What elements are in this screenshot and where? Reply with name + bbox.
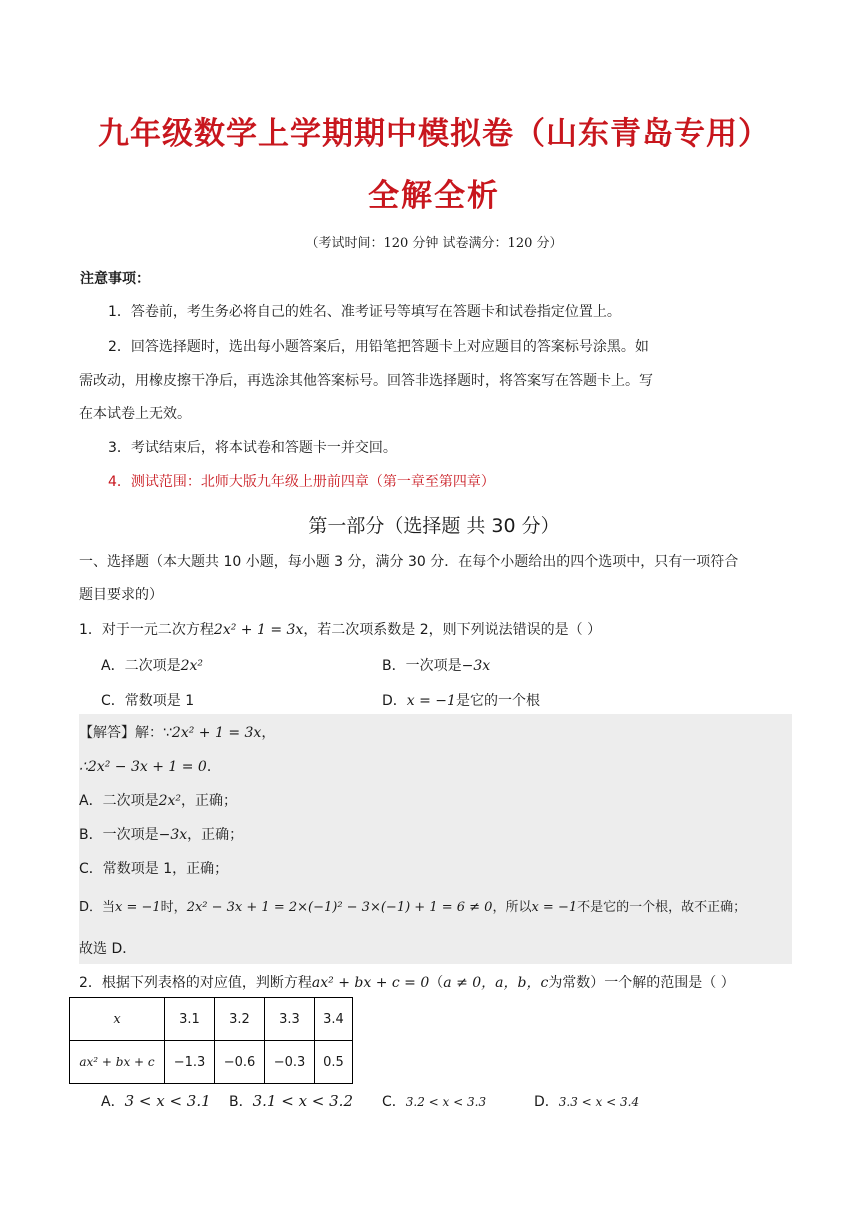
question-2-condition: a ≠ 0，a，b，c: [443, 975, 549, 991]
answer-line-7: 故选 D．: [79, 941, 137, 957]
table-cell: 3.1: [165, 998, 215, 1041]
table-cell: −0.3: [265, 1041, 315, 1084]
option-a-label: A．: [101, 1094, 125, 1110]
page-title: 九年级数学上学期期中模拟卷（山东青岛专用）: [98, 116, 770, 152]
table-cell: 0.5: [315, 1041, 353, 1084]
table-row: [70, 1041, 353, 1084]
answer-line-6-c: ，所以: [492, 900, 532, 915]
table-cell: −0.6: [215, 1041, 265, 1084]
answer-line-6-a: D．当: [79, 900, 116, 915]
option-b-math: −3x: [461, 658, 491, 674]
question-1-option-b: [382, 655, 490, 675]
answer-line-6-d: 不是它的一个根，故不正确；: [577, 900, 747, 915]
page-subtitle: 全解全析: [368, 178, 500, 214]
option-b-math: 3.1 < x < 3.2: [252, 1092, 353, 1110]
answer-line-1: [79, 723, 275, 743]
question-1-stem-text-a: 1．对于一元二次方程: [79, 622, 214, 638]
answer-line-3: [79, 791, 237, 811]
question-2-option-a: [101, 1091, 211, 1111]
exam-info: （考试时间：120 分钟 试卷满分：120 分）: [305, 236, 563, 251]
question-2-option-c: [382, 1091, 486, 1111]
answer-line-3-math: 2x²: [158, 793, 181, 809]
answer-line-1-text: 【解答】解：∵: [79, 725, 172, 741]
answer-line-6-m2: 2x² − 3x + 1 = 2×(−1)² − 3×(−1) + 1 = 6 ≠ 0: [186, 900, 493, 915]
option-d-label: D．: [534, 1094, 559, 1110]
answer-line-2: [79, 757, 221, 777]
answer-line-3-text: A．二次项是: [79, 793, 159, 809]
question-2-stem: [79, 973, 735, 993]
answer-line-4-math: −3x: [158, 827, 188, 843]
answer-line-5: C．常数项是 1，正确；: [79, 861, 229, 877]
table-cell: 3.4: [315, 998, 353, 1041]
question-1-stem: [79, 620, 601, 640]
option-b-label: B．: [229, 1094, 253, 1110]
section-heading: 第一部分（选择题 共 30 分）: [308, 515, 560, 537]
question-2-equation: ax² + bx + c = 0: [311, 975, 430, 991]
notice-item-3: 3．考试结束后，将本试卷和答题卡一并交回。: [108, 440, 397, 456]
option-c-math: 3.2 < x < 3.3: [405, 1095, 487, 1109]
question-2-option-b: [229, 1091, 353, 1111]
question-2-stem-b: （: [429, 975, 444, 991]
table-cell: 3.3: [265, 998, 315, 1041]
answer-line-6-b: 时，: [160, 900, 187, 915]
table-row: [70, 998, 353, 1041]
option-a-math: 3 < x < 3.1: [124, 1092, 211, 1110]
option-d-label: D．: [382, 693, 407, 709]
question-1-option-c: C．常数项是 1: [101, 693, 195, 709]
option-c-label: C．: [382, 1094, 406, 1110]
notice-item-2-line-1: 2．回答选择题时，选出每小题答案后，用铅笔把答题卡上对应题目的答案标号涂黑。如: [108, 339, 649, 355]
question-1-equation: 2x² + 1 = 3x: [213, 622, 304, 638]
answer-line-4: [79, 825, 243, 845]
notice-heading: 注意事项：: [80, 271, 150, 287]
answer-line-3-end: ，正确；: [181, 793, 237, 809]
question-2-option-d: [534, 1091, 639, 1111]
table-row-label: x: [70, 998, 165, 1041]
question-2-stem-c: 为常数）一个解的范围是（ ）: [548, 975, 735, 991]
table-row-label: ax² + bx + c: [70, 1041, 165, 1084]
section-instructions-line-2: 题目要求的）: [79, 587, 163, 603]
notice-item-2-line-2: 需改动，用橡皮擦干净后，再选涂其他答案标号。回答非选择题时，将答案写在答题卡上。写: [79, 373, 653, 389]
question-2-stem-a: 2．根据下列表格的对应值，判断方程: [79, 975, 312, 991]
values-table: [69, 997, 353, 1084]
option-d-math: 3.3 < x < 3.4: [558, 1095, 640, 1109]
section-instructions-line-1: 一、选择题（本大题共 10 小题，每小题 3 分，满分 30 分．在每个小题给出的四个选项中，只有一项符合: [79, 554, 739, 570]
answer-line-6-m1: x = −1: [115, 900, 161, 915]
option-d-math: x = −1: [406, 693, 456, 709]
answer-line-6-m3: x = −1: [531, 900, 578, 915]
table-cell: −1.3: [165, 1041, 215, 1084]
table-cell: 3.2: [215, 998, 265, 1041]
answer-line-1-end: ，: [261, 725, 276, 741]
option-a-label: A．二次项是: [101, 658, 181, 674]
question-1-option-d: [382, 690, 540, 710]
answer-line-2-math: ∴2x² − 3x + 1 = 0: [79, 759, 207, 775]
answer-line-4-end: ，正确；: [187, 827, 244, 843]
answer-line-2-end: ．: [206, 759, 221, 775]
notice-item-1: 1．答卷前，考生务必将自己的姓名、准考证号等填写在答题卡和试卷指定位置上。: [108, 304, 621, 320]
answer-line-6: [79, 898, 746, 918]
answer-line-1-math: 2x² + 1 = 3x: [171, 725, 262, 741]
question-1-option-a: [101, 655, 203, 675]
notice-item-2-line-3: 在本试卷上无效。: [79, 406, 191, 422]
option-a-math: 2x²: [180, 658, 203, 674]
answer-line-4-text: B．一次项是: [79, 827, 159, 843]
option-d-text: 是它的一个根: [455, 693, 540, 709]
notice-item-4: 4．测试范围：北师大版九年级上册前四章（第一章至第四章）: [108, 474, 495, 490]
option-b-label: B．一次项是: [382, 658, 462, 674]
question-1-stem-text-b: ，若二次项系数是 2，则下列说法错误的是（ ）: [303, 622, 602, 638]
